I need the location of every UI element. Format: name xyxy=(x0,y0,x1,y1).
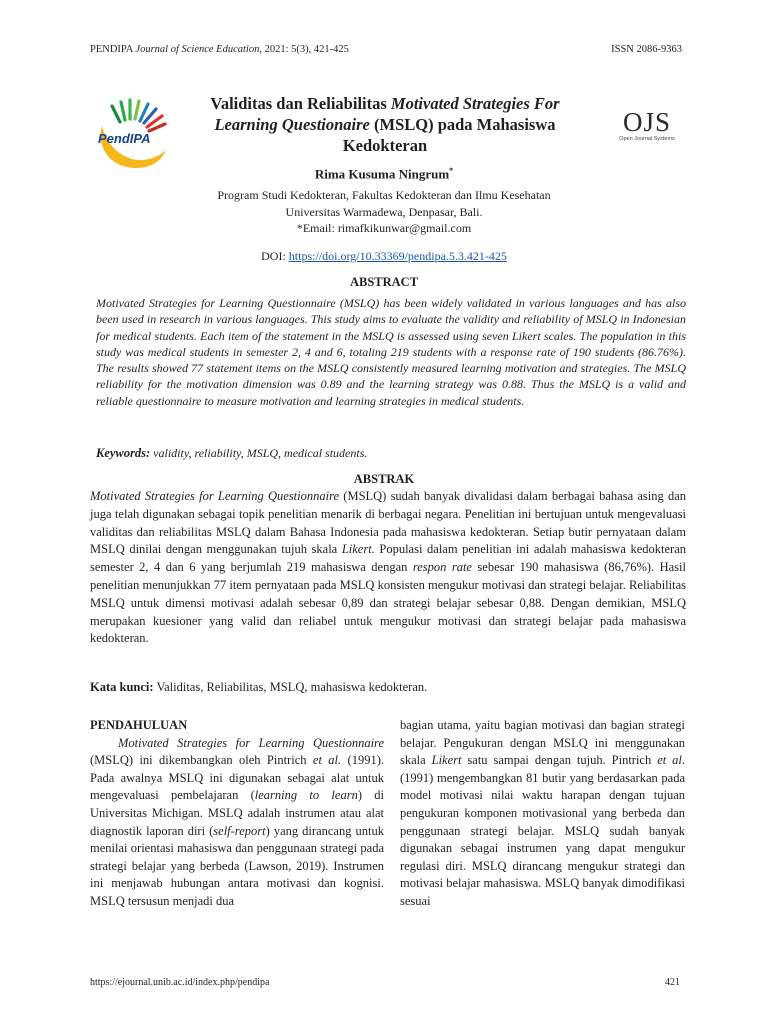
body-segment: satu sampai dengan tujuh. Pintrich xyxy=(461,753,658,768)
keywords xyxy=(96,446,367,461)
abstrak-italic: Likert. xyxy=(341,542,375,557)
doi-link[interactable]: https://doi.org/10.33369/pendipa.5.3.421-425 xyxy=(288,249,507,263)
author-email: *Email: rimafkikunwar@gmail.com xyxy=(296,221,472,235)
body-segment: . (1991) mengembangkan 81 butir yang berdasarkan pada model motivasi nilai waktu harapan dengan tujuan pengukuran komponen motivasional yang berbeda dan penggunaan strategi belajar. MSLQ sudah banyak digunakan sebagai instrumen yang dapat mengukur regulasi diri. MSLQ dirancang mengukur strategi dan motivasi belajar mahasiswa. MSLQ banyak dimodifikasi sesuai xyxy=(400,753,685,908)
issn: ISSN 2086-9363 xyxy=(611,44,682,55)
body-segment: bagian utama, yaitu bagian motivasi dan bagian strategi belajar. Pengukuran dengan MSLQ ini menggunakan skala xyxy=(400,718,685,768)
author xyxy=(0,166,768,182)
keywords-label: Keywords: xyxy=(96,446,151,460)
logo-text: PendIPA xyxy=(98,131,151,146)
body-italic: et al. xyxy=(312,753,342,768)
abstrak-text xyxy=(90,488,686,648)
abstract-heading: ABSTRACT xyxy=(349,275,419,289)
body-segment: ) di Universitas Michigan. MSLQ adalah instrumen atau alat diagnostik laporan diri ( xyxy=(90,788,384,838)
affiliation xyxy=(0,187,768,237)
body-italic: Motivated Strategies for Learning Questionnaire xyxy=(118,735,384,750)
abstrak-italic: Motivated Strategies for Learning Questionnaire xyxy=(90,489,340,503)
abstract-text: Motivated Strategies for Learning Questionnaire (MSLQ) has been widely validated in various languages and has also been used in research in various languages. This study aims to evaluate the validity and reliability of MSLQ in Indonesian for medical students. Each item of the statement in the MSLQ is assessed using seven Likert scales. The population in this study was medical students in semester 2, 4 and 6, totaling 219 students with a response rate of 190 students (86.76%). The results showed 77 statement items on the MSLQ consistently measured learning motivation and strategies. The MSLQ reliability for the motivation dimension was 0.89 and the learning strategy was 0.88. Thus the MSLQ is a valid and reliable questionnaire to measure motivation and learning strategies in medical students. xyxy=(96,296,686,408)
pendipa-logo xyxy=(88,92,196,174)
journal-volume: , 2021: 5(3), 421-425 xyxy=(259,44,349,55)
body-segment: (MSLQ) ini dikembangkan oleh Pintrich xyxy=(90,753,313,768)
pendipa-logo-icon xyxy=(88,92,196,174)
title-part: (MSLQ) pada Mahasiswa Kedokteran xyxy=(342,115,556,155)
kata-kunci-label: Kata kunci: xyxy=(90,680,154,694)
body-italic: self-report xyxy=(213,823,266,838)
abstrak-segment: (MSLQ) sudah banyak divalidasi dalam berbagai bahasa asing dan juga telah digunakan sebagai topik penelitian menarik di berbagai negara. Penelitian ini bertujuan untuk mengevaluasi validitas dan reliabilitas MSLQ dalam Bahasa Indonesia pada mahasiswa kedokteran. Setiap butir pernyataan dalam MSLQ dinilai dengan menggunakan tujuh skala xyxy=(90,489,687,557)
footer-url[interactable]: https://ejournal.unib.ac.id/index.php/pendipa xyxy=(90,977,270,988)
abstrak-segment: Populasi dalam penelitian ini adalah mahasiswa kedokteran semester 2, 4 dan 6 yang berjumlah 219 mahasiswa dengan xyxy=(90,542,687,575)
title-part: Validitas dan Reliabilitas xyxy=(210,94,391,113)
kata-kunci-text: Validitas, Reliabilitas, MSLQ, mahasiswa kedokteran. xyxy=(153,680,428,694)
author-mark: * xyxy=(449,166,454,175)
ojs-logo xyxy=(612,108,682,152)
abstrak-heading: ABSTRAK xyxy=(353,472,415,486)
ojs-logo-caption: Open Journal Systems xyxy=(619,136,675,142)
body-segment: (1991). Pada awalnya MSLQ ini digunakan sebagai alat untuk mengevaluasi pembelajaran ( xyxy=(90,753,384,803)
title-italic-part: Motivated Strategies For Learning Questionaire xyxy=(214,94,560,134)
doi xyxy=(0,249,768,264)
journal-subtitle: Journal of Science Education xyxy=(135,44,260,55)
intro-left-column xyxy=(90,717,384,911)
keywords-text: validity, reliability, MSLQ, medical students. xyxy=(150,446,368,460)
abstrak-segment: sebesar 190 mahasiswa (86,76%). Hasil penelitian menunjukkan 77 item pernyataan pada MSLQ konsisten mengukur motivasi dan strategi belajar. Reliabilitas MSLQ untuk dimensi motivasi adalah sebesar 0,89 dan strategi belajar sebesar 0,88. Dengan demikian, MSLQ merupakan kuesioner yang valid dan reliabel untuk mengukur motivasi dan strategi belajar pada mahasiswa kedokteran. xyxy=(90,560,686,646)
abstrak-italic: respon rate xyxy=(412,560,472,575)
body-italic: et al xyxy=(657,753,682,768)
journal-header xyxy=(90,44,349,55)
affiliation-line: Universitas Warmadewa, Denpasar, Bali. xyxy=(285,204,483,219)
journal-name: PENDIPA xyxy=(90,44,133,55)
body-segment: ) yang dirancang untuk menilai orientasi mahasiswa dan penggunaan strategi pada strategi belajar yang berbeda (Lawson, 2019). Instrumen ini menjawab hubungan antara motivasi dan kognisi. MSLQ tersusun menjadi dua xyxy=(90,823,384,908)
affiliation-line: Program Studi Kedokteran, Fakultas Kedokteran dan Ilmu Kesehatan xyxy=(217,188,551,202)
ojs-logo-text: OJS xyxy=(622,107,672,137)
page-number: 421 xyxy=(665,977,680,988)
body-italic: Likert xyxy=(431,753,462,768)
article-title xyxy=(195,93,575,156)
section-heading: PENDAHULUAN xyxy=(90,718,188,732)
author-name: Rima Kusuma Ningrum xyxy=(314,166,450,182)
body-italic: learning to learn xyxy=(254,788,358,803)
kata-kunci xyxy=(90,680,427,695)
doi-label: DOI: xyxy=(261,249,289,263)
intro-right-column xyxy=(400,717,685,911)
